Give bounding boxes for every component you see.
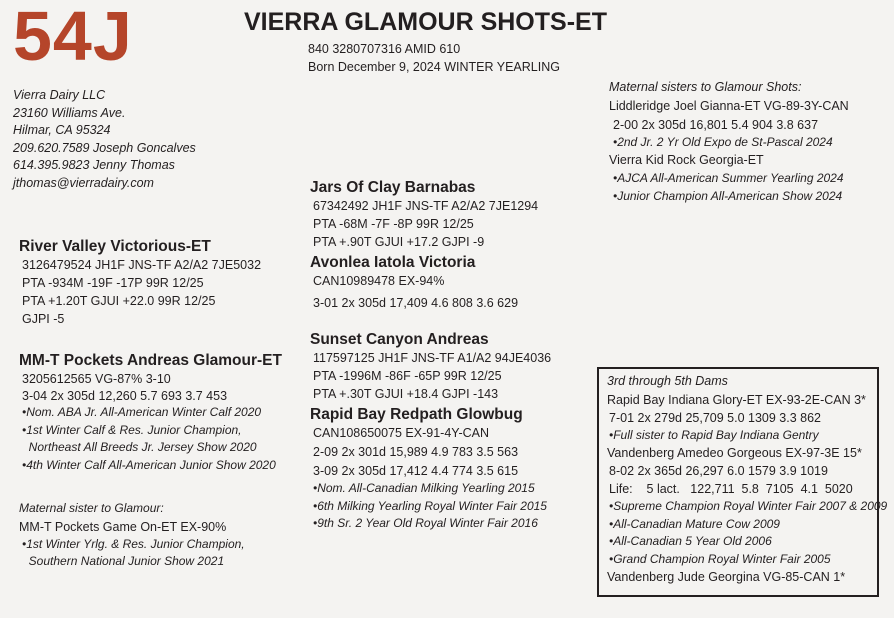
sire-dam-id-line: CAN10989478 EX-94% xyxy=(313,274,445,288)
dam-sire-name: Sunset Canyon Andreas xyxy=(310,331,489,348)
dam-note-3: Northeast All Breeds Jr. Jersey Show 2020 xyxy=(22,440,257,454)
maternal-sister-glamour-heading: Maternal sister to Glamour: xyxy=(19,501,164,515)
dam-dam-note-3: •9th Sr. 2 Year Old Royal Winter Fair 2016 xyxy=(313,516,538,530)
consignor-city: Hilmar, CA 95324 xyxy=(13,123,111,137)
maternal-sister-glamour-note-1: •1st Winter Yrlg. & Res. Junior Champion, xyxy=(22,536,245,551)
dam-note-4: •4th Winter Calf All-American Junior Show 2020 xyxy=(22,457,276,472)
animal-title: VIERRA GLAMOUR SHOTS-ET xyxy=(244,8,607,36)
sire-block xyxy=(19,237,261,328)
dam-id-line: 3205612565 VG-87% 3-10 xyxy=(22,372,171,386)
fourth-dam-note-4: •Grand Champion Royal Winter Fair 2005 xyxy=(609,551,831,566)
maternal-sister-1-record: 2-00 2x 305d 16,801 5.4 904 3.8 637 xyxy=(613,117,819,132)
sire-dam-name: Avonlea Iatola Victoria xyxy=(310,254,476,271)
dam-note-1: •Nom. ABA Jr. All-American Winter Calf 2020 xyxy=(22,405,262,419)
maternal-sister-1-name: Liddleridge Joel Gianna-ET VG-89-3Y-CAN xyxy=(609,98,849,113)
dam-sire-block xyxy=(310,330,551,403)
consignor-block xyxy=(13,87,196,192)
maternal-sister-1-note: •2nd Jr. 2 Yr Old Expo de St-Pascal 2024 xyxy=(613,134,833,149)
maternal-sister-2-name: Vierra Kid Rock Georgia-ET xyxy=(609,153,764,167)
fourth-dam-note-1: •Supreme Champion Royal Winter Fair 2007 & 2009 xyxy=(609,499,888,513)
birth-line: Born December 9, 2024 WINTER YEARLING xyxy=(308,60,560,74)
sire-id-line: 3126479524 JH1F JNS-TF A2/A2 7JE5032 xyxy=(22,258,262,272)
dam-sire-id-line: 117597125 JH1F JNS-TF A1/A2 94JE4036 xyxy=(313,351,552,365)
dam-dam-id-line: CAN108650075 EX-91-4Y-CAN xyxy=(313,426,490,440)
maternal-sister-2-note-1: •AJCA All-American Summer Yearling 2024 xyxy=(613,171,844,185)
sire-sire-pta-type-line: PTA +.90T GJUI +17.2 GJPI -9 xyxy=(313,235,485,249)
dam-dam-record-2: 3-09 2x 305d 17,412 4.4 774 3.5 615 xyxy=(313,464,519,478)
dam-dam-record-1: 2-09 2x 301d 15,989 4.9 783 3.5 563 xyxy=(313,445,519,459)
sire-dam-record-line: 3-01 2x 305d 17,409 4.6 808 3.6 629 xyxy=(313,296,519,310)
sire-sire-block xyxy=(310,178,538,251)
consignor-street: 23160 Williams Ave. xyxy=(13,105,126,120)
dam-block xyxy=(19,351,282,474)
dam-note-2: •1st Winter Calf & Res. Junior Champion, xyxy=(22,422,242,437)
registration-line: 840 3280707316 AMID 610 xyxy=(308,42,461,56)
sire-sire-pta-line: PTA -68M -7F -8P 99R 12/25 xyxy=(313,217,474,231)
maternal-sister-2-note-2: •Junior Champion All-American Show 2024 xyxy=(613,188,843,203)
sire-sire-id-line: 67342492 JH1F JNS-TF A2/A2 7JE1294 xyxy=(313,199,539,213)
third-dam-name: Rapid Bay Indiana Glory-ET EX-93-2E-CAN 3* xyxy=(607,392,866,407)
dam-dam-name: Rapid Bay Redpath Glowbug xyxy=(310,406,523,423)
maternal-sister-glamour-note-2: Southern National Junior Show 2021 xyxy=(22,554,225,568)
maternal-sister-glamour-block xyxy=(19,500,245,571)
dam-record-line: 3-04 2x 305d 12,260 5.7 693 3.7 453 xyxy=(22,389,228,403)
fourth-dam-record: 8-02 2x 365d 26,297 6.0 1579 3.9 1019 xyxy=(609,464,828,478)
dam-dam-block xyxy=(310,405,547,533)
sire-dam-block xyxy=(310,253,518,312)
third-dam-note: •Full sister to Rapid Bay Indiana Gentry xyxy=(609,427,819,442)
consignor-phone-1: 209.620.7589 Joseph Goncalves xyxy=(13,140,196,155)
sire-sire-name: Jars Of Clay Barnabas xyxy=(310,179,476,196)
third-dam-record: 7-01 2x 279d 25,709 5.0 1309 3.3 862 xyxy=(609,410,821,425)
maternal-sisters-shots-block xyxy=(609,79,849,205)
ancestor-dams-content xyxy=(607,373,887,586)
sire-name: River Valley Victorious-ET xyxy=(19,238,211,255)
fourth-dam-lifetime: Life: 5 lact. 122,711 5.8 7105 4.1 5020 xyxy=(609,482,853,496)
maternal-sisters-shots-heading: Maternal sisters to Glamour Shots: xyxy=(609,80,802,94)
dam-dam-note-1: •Nom. All-Canadian Milking Yearling 2015 xyxy=(313,481,535,495)
consignor-name: Vierra Dairy LLC xyxy=(13,88,106,102)
dam-sire-pta-line: PTA -1996M -86F -65P 99R 12/25 xyxy=(313,369,502,383)
sire-pta-line: PTA -934M -19F -17P 99R 12/25 xyxy=(22,276,204,290)
lot-number: 54J xyxy=(13,0,133,75)
dam-dam-note-2: •6th Milking Yearling Royal Winter Fair 2015 xyxy=(313,498,547,513)
ancestor-dams-heading: 3rd through 5th Dams xyxy=(607,374,728,388)
fourth-dam-note-2: •All-Canadian Mature Cow 2009 xyxy=(609,516,780,531)
fourth-dam-note-3: •All-Canadian 5 Year Old 2006 xyxy=(609,534,772,548)
sire-pta-type-line: PTA +1.20T GJUI +22.0 99R 12/25 xyxy=(22,294,216,308)
fourth-dam-name: Vandenberg Amedeo Gorgeous EX-97-3E 15* xyxy=(607,446,862,460)
dam-name: MM-T Pockets Andreas Glamour-ET xyxy=(19,352,282,369)
fifth-dam-name: Vandenberg Jude Georgina VG-85-CAN 1* xyxy=(607,570,846,584)
consignor-phone-2: 614.395.9823 Jenny Thomas xyxy=(13,158,175,172)
dam-sire-pta-type-line: PTA +.30T GJUI +18.4 GJPI -143 xyxy=(313,387,499,401)
maternal-sister-glamour-name: MM-T Pockets Game On-ET EX-90% xyxy=(19,519,227,534)
sire-gjpi-line: GJPI -5 xyxy=(22,312,65,326)
consignor-email[interactable]: jthomas@vierradairy.com xyxy=(13,175,154,190)
